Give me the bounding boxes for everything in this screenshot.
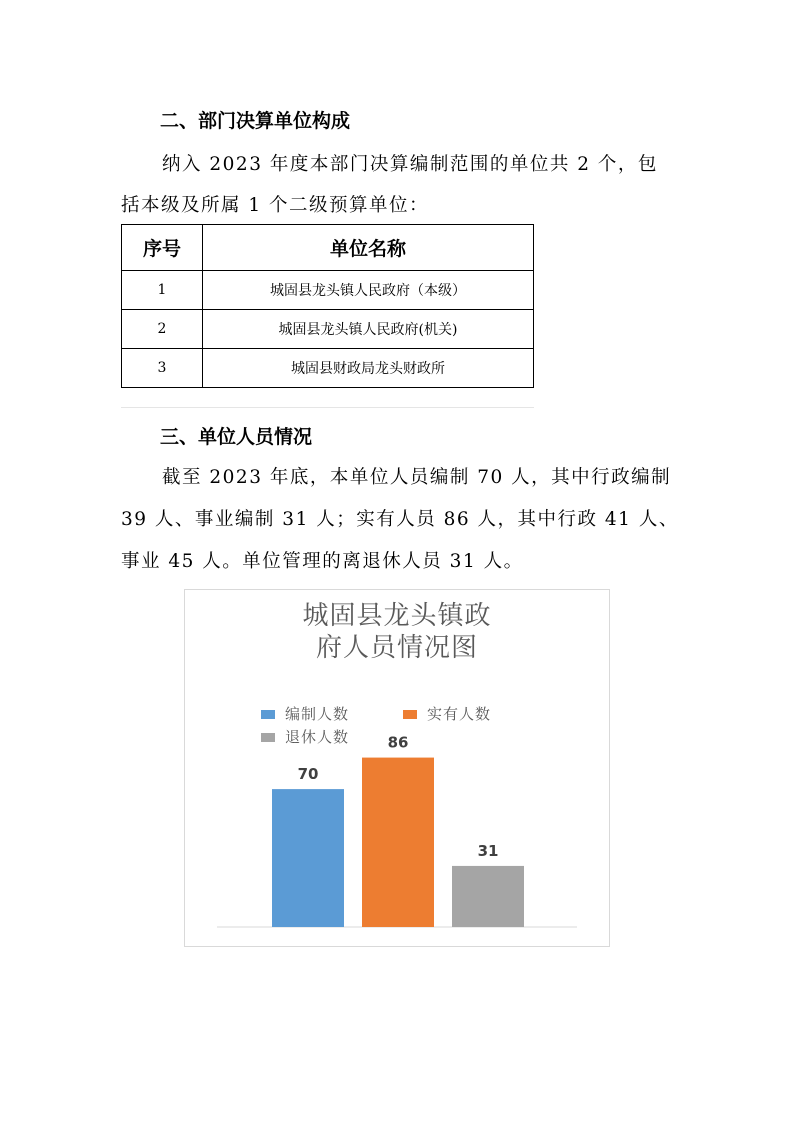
section2-heading: 二、部门决算单位构成 <box>160 110 351 132</box>
legend-label-staffing: 编制人数 <box>285 705 350 723</box>
section3-paragraph-line1: 截至 2023 年底，本单位人员编制 70 人，其中行政编制 <box>162 467 672 488</box>
bar-label-staffing: 70 <box>297 765 319 784</box>
chart-title-line1: 城固县龙头镇政 <box>302 601 492 631</box>
table-row <box>122 271 534 310</box>
bar-staffing <box>272 789 344 927</box>
header-index: 序号 <box>122 225 203 271</box>
row-index: 1 <box>122 271 203 310</box>
row-index: 2 <box>122 310 203 349</box>
section3-heading: 三、单位人员情况 <box>160 426 313 448</box>
section2-paragraph-line2: 括本级及所属 1 个二级预算单位： <box>121 195 430 216</box>
section3-paragraph-line3: 事业 45 人。单位管理的离退休人员 31 人。 <box>121 551 524 572</box>
legend-label-retired: 退休人数 <box>285 728 350 746</box>
row-unit-name: 城固县龙头镇人民政府(机关) <box>203 310 534 349</box>
section2-paragraph-line1: 纳入 2023 年度本部门决算编制范围的单位共 2 个，包 <box>162 154 658 175</box>
staff-chart <box>184 589 610 947</box>
section3-paragraph-line2: 39 人、事业编制 31 人；实有人员 86 人，其中行政 41 人、 <box>121 509 679 530</box>
chart-plot <box>185 590 609 946</box>
chart-title-line2: 府人员情况图 <box>315 633 478 663</box>
row-unit-name: 城固县龙头镇人民政府（本级） <box>203 271 534 310</box>
bar-label-retired: 31 <box>477 841 499 860</box>
row-unit-name: 城固县财政局龙头财政所 <box>203 349 534 388</box>
header-unit-name: 单位名称 <box>203 225 534 271</box>
table-trailing-space <box>121 389 534 408</box>
bar-label-actual: 86 <box>387 733 409 752</box>
bar-retired <box>452 866 524 927</box>
bar-actual <box>362 758 434 927</box>
table-row <box>122 349 534 388</box>
unit-table <box>121 224 534 388</box>
row-index: 3 <box>122 349 203 388</box>
table-row <box>122 310 534 349</box>
table-header-row <box>122 225 534 271</box>
legend-label-actual: 实有人数 <box>427 705 492 723</box>
